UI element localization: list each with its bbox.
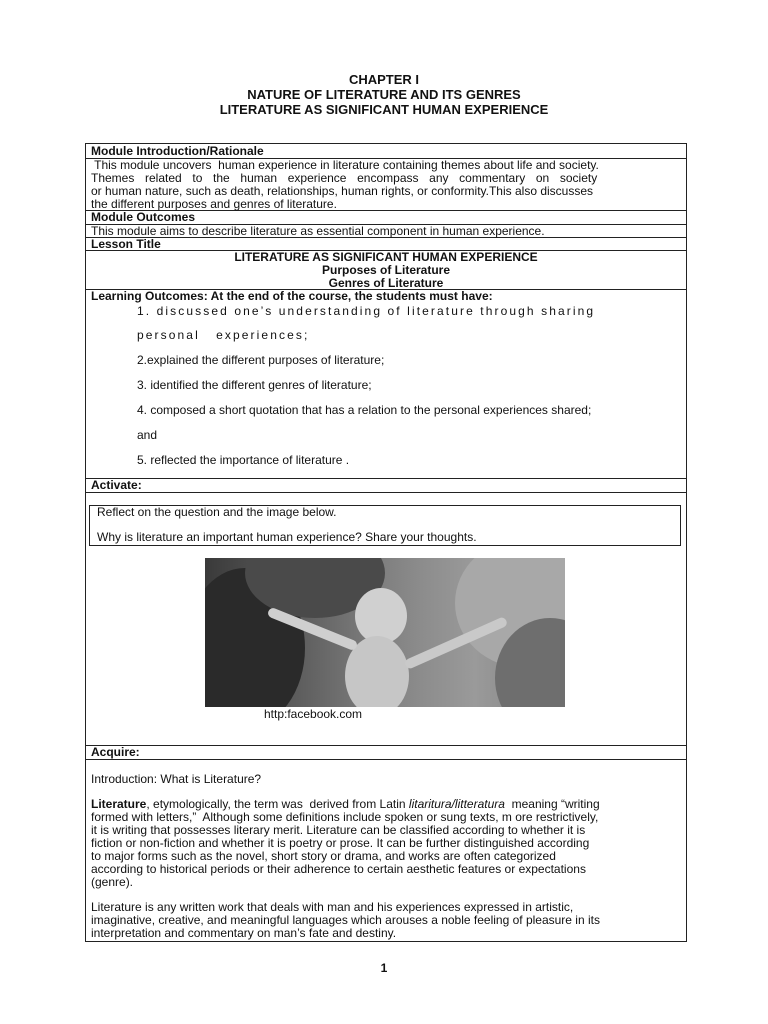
reflection-question: Why is literature an important human experience? Share your thoughts. — [97, 530, 477, 544]
literature-definition-line: Literature is any written work that deals with man and his experiences expressed in artistic, — [91, 900, 574, 914]
literature-definition-line: imaginative, creative, and meaningful languages which arouses a noble feeling of pleasure in its — [91, 913, 600, 927]
module-intro-heading: Module Introduction/Rationale — [91, 144, 264, 158]
module-intro-line: Themes related to the human experience encompass any commentary on society — [91, 171, 598, 185]
module-intro-line: the different purposes and genres of literature. — [91, 197, 337, 211]
chapter-subtitle: LITERATURE AS SIGNIFICANT HUMAN EXPERIENCE — [219, 102, 549, 117]
activate-heading: Activate: — [91, 478, 142, 492]
learning-outcome-item: 2.explained the different purposes of literature; — [137, 353, 385, 367]
literature-text: meaning “writing — [504, 797, 600, 811]
page-number: 1 — [380, 961, 388, 975]
learning-outcomes-heading: Learning Outcomes: At the end of the course, the students must have: — [91, 289, 493, 303]
learning-outcome-item: and — [137, 428, 158, 442]
learning-outcome-item: 1. discussed one’s understanding of literature through sharing — [137, 304, 596, 318]
literature-paragraph-line: fiction or non-fiction and whether it is poetry or prose. It can be further distinguished according — [91, 836, 590, 850]
literature-paragraph-line: to major forms such as the novel, short story or drama, and works are often categorized — [91, 849, 556, 863]
latin-term: litaritura/litteratura — [408, 797, 505, 811]
learning-outcome-item: 5. reflected the importance of literature . — [137, 453, 350, 467]
row-divider — [85, 492, 687, 493]
acquire-intro: Introduction: What is Literature? — [91, 772, 262, 786]
literature-paragraph-line: according to historical periods or their adherence to certain aesthetic features or expectations — [91, 862, 586, 876]
learning-outcome-item: personal experiences; — [137, 328, 310, 342]
literature-paragraph-line: formed with letters,” Although some definitions include spoken or sung texts, m ore restrictively, — [91, 810, 599, 824]
module-intro-line: This module uncovers human experience in literature containing themes about life and society. — [91, 158, 599, 172]
module-intro-line: or human nature, such as death, relationships, human rights, or conformity.This also discusses — [91, 184, 594, 198]
acquire-heading: Acquire: — [91, 745, 140, 759]
lesson-subtitle: Purposes of Literature — [321, 263, 451, 277]
literature-term: Literature — [91, 797, 147, 811]
literature-definition-line: interpretation and commentary on man’s fate and destiny. — [91, 926, 397, 940]
image-caption: http:facebook.com — [264, 707, 363, 721]
reflection-prompt: Reflect on the question and the image below. — [97, 505, 337, 519]
row-divider — [85, 478, 687, 479]
chapter-title: NATURE OF LITERATURE AND ITS GENRES — [247, 87, 521, 102]
row-divider — [85, 759, 687, 760]
literature-text: , etymologically, the term was derived from Latin — [146, 797, 409, 811]
lesson-title: LITERATURE AS SIGNIFICANT HUMAN EXPERIENCE — [234, 250, 538, 264]
module-outcomes-heading: Module Outcomes — [91, 210, 196, 224]
learning-outcome-item: 4. composed a short quotation that has a relation to the personal experiences shared; — [137, 403, 592, 417]
chapter-label: CHAPTER I — [348, 72, 420, 87]
learning-outcome-item: 3. identified the different genres of literature; — [137, 378, 372, 392]
lesson-subtitle: Genres of Literature — [328, 276, 444, 290]
literature-paragraph-line: it is writing that possesses literary merit. Literature can be classified according to whether it is — [91, 823, 586, 837]
row-divider — [85, 745, 687, 746]
module-outcomes-text: This module aims to describe literature as essential component in human experience. — [91, 224, 545, 238]
newborn-photo — [205, 558, 565, 707]
literature-paragraph-line: (genre). — [91, 875, 134, 889]
lesson-title-heading: Lesson Title — [91, 237, 161, 251]
